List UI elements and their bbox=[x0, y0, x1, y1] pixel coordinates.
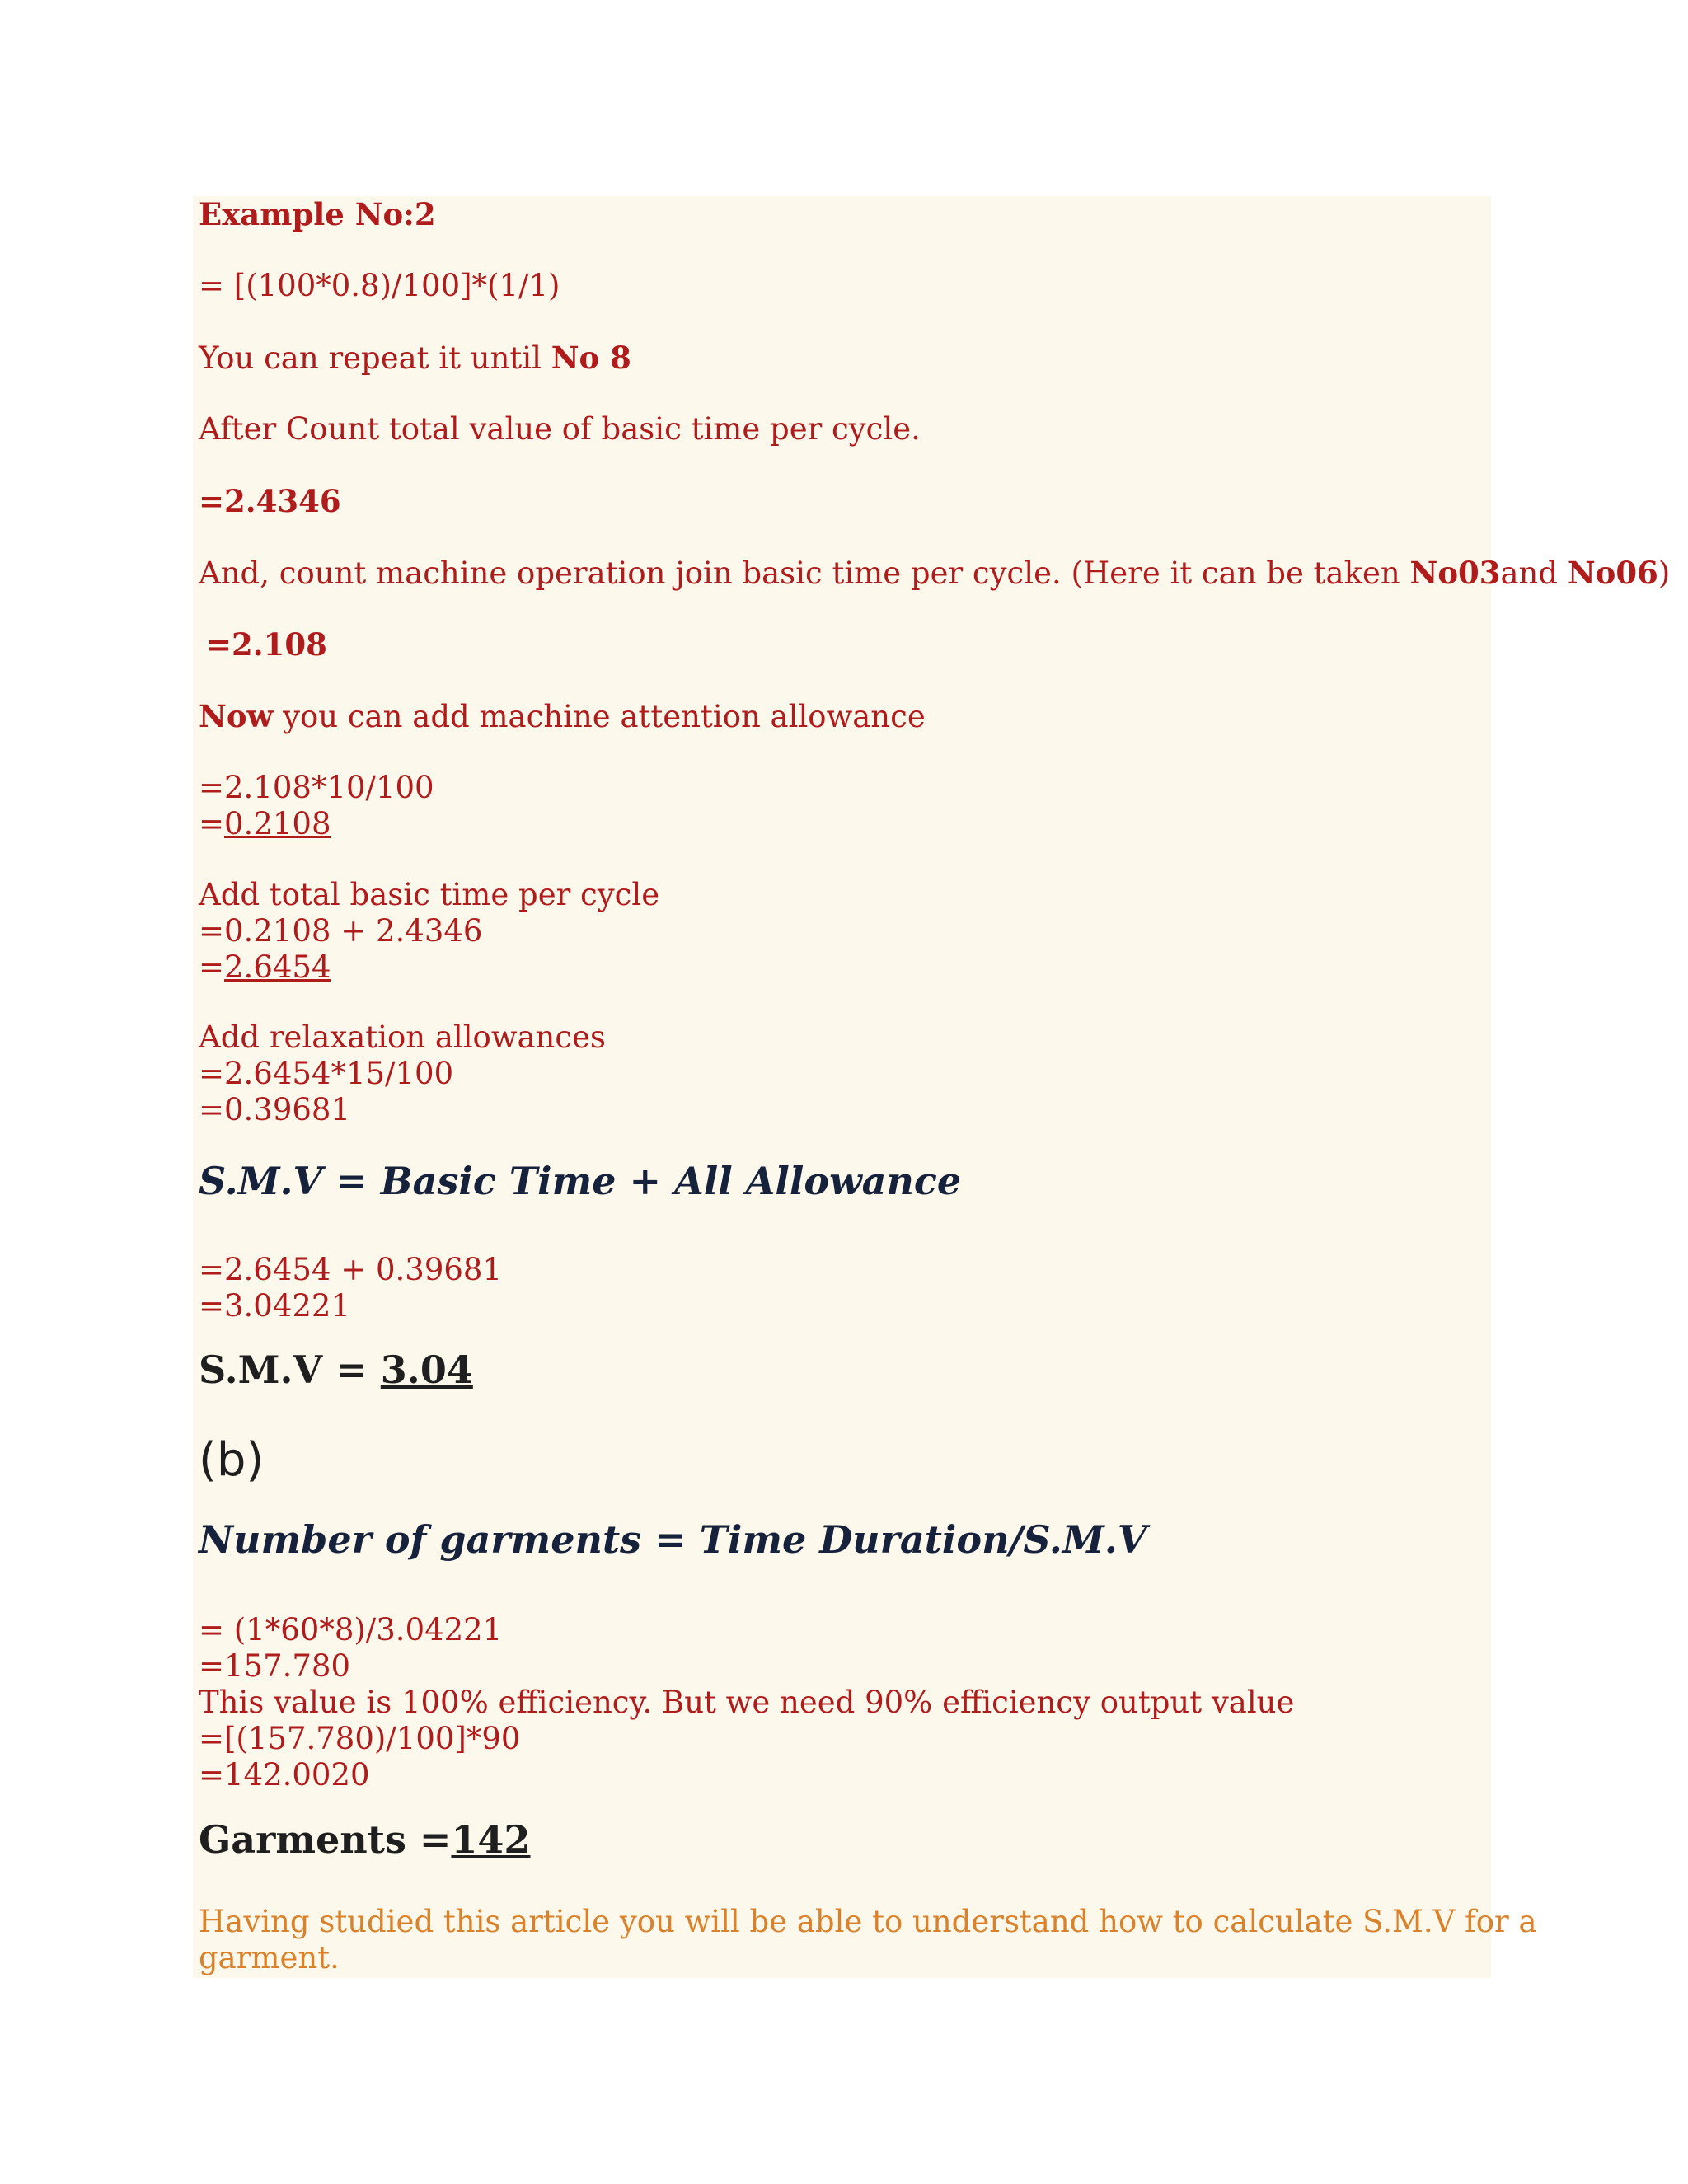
relaxation-label: Add relaxation allowances bbox=[199, 1019, 606, 1055]
total-basic-cycle-label: Add total basic time per cycle bbox=[199, 877, 660, 912]
smv-result-heading bbox=[199, 1347, 473, 1393]
closing-paragraph bbox=[199, 1904, 1537, 1976]
repeat-bold: No 8 bbox=[551, 340, 631, 376]
closing-line1: Having studied this article you will be able to understand how to calculate S.M.V for a bbox=[199, 1904, 1537, 1939]
garments-calc bbox=[199, 1612, 1294, 1793]
count-line: After Count total value of basic time per cycle. bbox=[199, 411, 921, 447]
smv-calc bbox=[199, 1252, 502, 1324]
attention-now: Now bbox=[199, 698, 274, 734]
attention-calc bbox=[199, 770, 434, 842]
attention-calc-result: 0.2108 bbox=[224, 806, 331, 841]
total-basic-cycle bbox=[199, 877, 659, 986]
total-basic-cycle-equals: = bbox=[199, 949, 225, 985]
total-basic-value: =2.4346 bbox=[199, 483, 341, 519]
total-basic-cycle-result: 2.6454 bbox=[224, 949, 331, 985]
machine-and: and bbox=[1500, 555, 1568, 591]
machine-no-second: No06 bbox=[1567, 555, 1658, 591]
repeat-line bbox=[199, 340, 631, 377]
smv-result-value: 3.04 bbox=[380, 1347, 473, 1392]
garments-calc-line4: =[(157.780)/100]*90 bbox=[199, 1721, 521, 1756]
total-basic-cycle-line2 bbox=[199, 949, 659, 986]
garments-calc-line3: This value is 100% efficiency. But we need 90% efficiency output value bbox=[199, 1685, 1295, 1720]
relaxation-line1: =2.6454*15/100 bbox=[199, 1056, 454, 1091]
smv-formula-heading: S.M.V = Basic Time + All Allowance bbox=[199, 1159, 962, 1203]
machine-total-value: =2.108 bbox=[206, 626, 327, 663]
garments-formula-heading: Number of garments = Time Duration/S.M.V bbox=[199, 1517, 1147, 1562]
example-formula: = [(100*0.8)/100]*(1/1) bbox=[199, 268, 560, 303]
machine-no-first: No03 bbox=[1409, 555, 1501, 591]
attention-calc-equals: = bbox=[199, 806, 225, 841]
closing-line2: garment. bbox=[199, 1940, 340, 1975]
smv-calc-line1: =2.6454 + 0.39681 bbox=[199, 1252, 502, 1287]
garments-result-value: 142 bbox=[451, 1817, 531, 1862]
machine-close: ) bbox=[1658, 555, 1671, 591]
smv-result-label: S.M.V = bbox=[199, 1347, 381, 1392]
garments-result-heading bbox=[199, 1816, 530, 1863]
smv-calc-line2: =3.04221 bbox=[199, 1288, 351, 1324]
machine-text: And, count machine operation join basic time per cycle. (Here it can be taken bbox=[199, 555, 1410, 591]
attention-calc-line1: =2.108*10/100 bbox=[199, 770, 434, 805]
garments-calc-line1: = (1*60*8)/3.04221 bbox=[199, 1612, 503, 1647]
garments-calc-line5: =142.0020 bbox=[199, 1757, 370, 1793]
attention-calc-line2 bbox=[199, 806, 434, 842]
attention-line bbox=[199, 698, 926, 735]
attention-text: you can add machine attention allowance bbox=[273, 699, 926, 734]
garments-calc-line2: =157.780 bbox=[199, 1648, 351, 1684]
example-title: Example No:2 bbox=[199, 196, 436, 232]
part-b-label: (b) bbox=[199, 1433, 265, 1487]
relaxation-line2: =0.39681 bbox=[199, 1092, 351, 1127]
repeat-text: You can repeat it until bbox=[199, 340, 551, 376]
total-basic-cycle-line1: =0.2108 + 2.4346 bbox=[199, 913, 483, 949]
garments-result-label: Garments = bbox=[199, 1817, 452, 1862]
machine-line bbox=[199, 555, 1670, 592]
relaxation-block bbox=[199, 1019, 606, 1128]
